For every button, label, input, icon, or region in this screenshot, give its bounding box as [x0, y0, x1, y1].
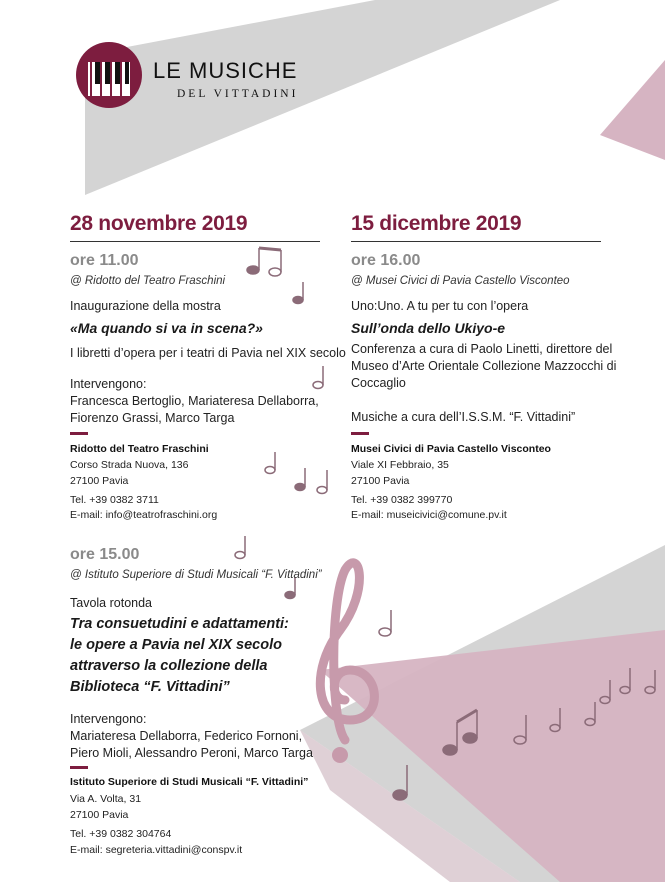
event1-time: ore 11.00 [70, 252, 139, 269]
gray-band-top [85, 0, 560, 195]
logo-title: LE MUSICHE [153, 58, 298, 83]
event1-description: I libretti d’opera per i teatri di Pavia nel XIX secolo [70, 346, 346, 360]
event2-contact-name: Istituto Superiore di Studi Musicali “F. Vittadini” [70, 776, 309, 788]
event1-contact-email[interactable]: E-mail: info@teatrofraschini.org [70, 509, 218, 521]
right-date: 15 dicembre 2019 [351, 212, 522, 235]
event3-desc-line2: Museo d’Arte Orientale Collezione Mazzocchi di [351, 359, 617, 373]
event1-venue: @ Ridotto del Teatro Fraschini [70, 275, 226, 287]
event3-contact-tel: Tel. +39 0382 399770 [351, 494, 453, 506]
event2-venue: @ Istituto Superiore di Studi Musicali “F. Vittadini” [70, 569, 322, 581]
event3-time: ore 16.00 [351, 252, 421, 269]
event3-title: Sull’onda dello Ukiyo-e [351, 320, 506, 336]
event2-contact-street: Via A. Volta, 31 [70, 793, 142, 805]
event3-venue: @ Musei Civici di Pavia Castello Visconteo [351, 275, 570, 287]
event1-intro: Inaugurazione della mostra [70, 299, 221, 313]
left-date-rule [70, 241, 320, 242]
event3-desc-line3: Coccaglio [351, 376, 406, 390]
event1-contact-name: Ridotto del Teatro Fraschini [70, 443, 209, 455]
event1-speakers-label: Intervengono: [70, 377, 147, 391]
event2-speakers-line1: Mariateresa Dellaborra, Federico Fornoni, [70, 729, 303, 743]
event2-title-line3: attraverso la collezione della [70, 658, 268, 674]
logo-piano-icon [76, 42, 142, 108]
event2-title-line1: Tra consuetudini e adattamenti: [70, 616, 289, 632]
event1-speakers-line2: Fiorenzo Grassi, Marco Targa [70, 411, 235, 425]
event1-accent-mark [70, 432, 88, 435]
event3-contact-email[interactable]: E-mail: museicivici@comune.pv.it [351, 509, 507, 521]
event2-title-line4: Biblioteca “F. Vittadini” [70, 679, 230, 695]
event1-title: «Ma quando si va in scena?» [70, 320, 263, 336]
event2-speakers-label: Intervengono: [70, 712, 147, 726]
event2-accent-mark [70, 766, 88, 769]
event2-intro: Tavola rotonda [70, 596, 153, 610]
event2-contact-city: 27100 Pavia [70, 809, 129, 821]
event3-desc-line1: Conferenza a cura di Paolo Linetti, direttore del [351, 342, 613, 356]
event1-speakers-line1: Francesca Bertoglio, Mariateresa Dellaborra, [70, 394, 319, 408]
left-date: 28 novembre 2019 [70, 212, 248, 235]
event3-music: Musiche a cura dell’I.S.S.M. “F. Vittadini” [351, 410, 576, 424]
event2-contact-tel: Tel. +39 0382 304764 [70, 828, 172, 840]
event1-contact-tel: Tel. +39 0382 3711 [70, 494, 159, 506]
event2-speakers-line2: Piero Mioli, Alessandro Peroni, Marco Targa [70, 746, 313, 760]
event1-contact-city: 27100 Pavia [70, 475, 129, 487]
right-date-rule [351, 241, 601, 242]
event2-contact-email[interactable]: E-mail: segreteria.vittadini@conspv.it [70, 844, 243, 856]
pink-triangle-top-right [600, 60, 665, 160]
event2-title-line2: le opere a Pavia nel XIX secolo [70, 637, 282, 653]
event3-contact-street: Viale XI Febbraio, 35 [351, 459, 449, 471]
event3-accent-mark [351, 432, 369, 435]
event3-contact-name: Musei Civici di Pavia Castello Visconteo [351, 443, 551, 455]
event2-time: ore 15.00 [70, 546, 140, 563]
event3-intro: Uno:Uno. A tu per tu con l’opera [351, 299, 529, 313]
event1-contact-street: Corso Strada Nuova, 136 [70, 459, 189, 471]
logo-subtitle: DEL VITTADINI [177, 88, 299, 100]
event3-contact-city: 27100 Pavia [351, 475, 410, 487]
